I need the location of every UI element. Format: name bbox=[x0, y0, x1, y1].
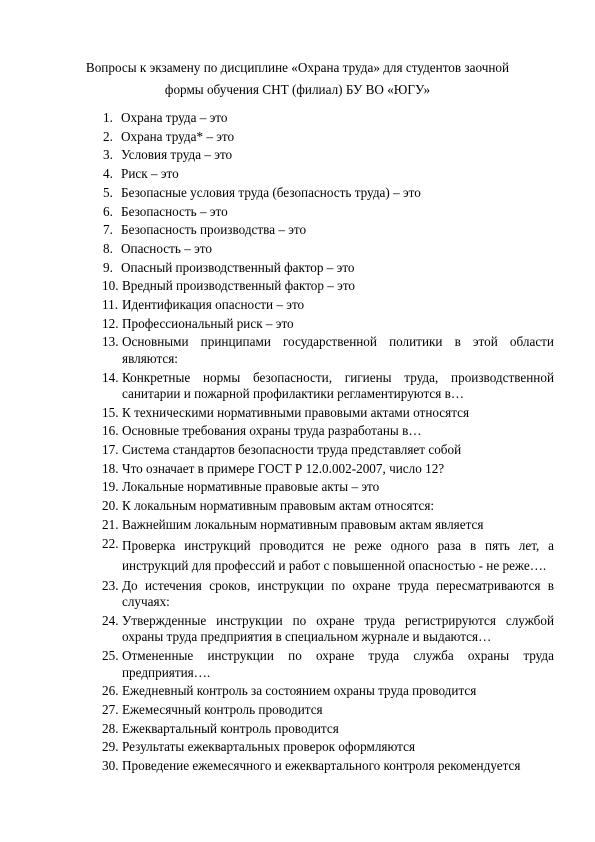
question-text: Конкретные нормы безопасности, гигиены труда, производственной санитарии и пожарной профилактики регламентируются в… bbox=[122, 369, 554, 401]
question-text: Вредный производственный фактор – это bbox=[122, 278, 356, 294]
question-number: 1. bbox=[103, 110, 113, 125]
question-text: Охрана труда – это bbox=[121, 110, 228, 125]
question-text: Охрана труда* – это bbox=[121, 128, 235, 144]
question-item bbox=[0, 260, 595, 276]
question-number: 13. bbox=[102, 334, 119, 350]
question-item bbox=[0, 498, 595, 514]
question-list bbox=[0, 110, 595, 777]
document-title bbox=[60, 57, 535, 101]
question-number: 19. bbox=[102, 479, 119, 495]
question-number: 11. bbox=[102, 297, 118, 313]
question-text: Система стандартов безопасности труда представляет собой bbox=[122, 442, 462, 458]
question-text: Безопасность производства – это bbox=[121, 222, 307, 238]
question-text: Опасность – это bbox=[121, 240, 212, 256]
question-text: Условия труда – это bbox=[121, 147, 233, 163]
question-text: Риск – это bbox=[121, 166, 179, 182]
question-item bbox=[0, 222, 595, 238]
title-line-2: формы обучения СНТ (филиал) БУ ВО «ЮГУ» bbox=[164, 82, 431, 97]
question-text: Ежедневный контроль за состоянием охраны труда проводится bbox=[122, 683, 477, 699]
question-item bbox=[0, 758, 595, 774]
question-text: Профессиональный риск – это bbox=[122, 315, 294, 331]
question-text: Проверка инструкций проводится не реже одного раза в пять лет, а инструкций для профессий и работ с повышенной опасностью - не реже…. bbox=[122, 537, 554, 573]
question-text: Отмененные инструкции по охране труда служба охраны труда предприятия…. bbox=[122, 648, 554, 680]
question-text: Ежеквартальный контроль проводится bbox=[122, 720, 339, 736]
title-line-1: Вопросы к экзамену по дисциплине «Охрана труда» для студентов заочной bbox=[85, 60, 510, 75]
question-item bbox=[0, 334, 595, 367]
question-item bbox=[0, 461, 595, 477]
question-number: 7. bbox=[103, 222, 113, 238]
question-item bbox=[0, 702, 595, 718]
question-item bbox=[0, 739, 595, 755]
question-item bbox=[0, 683, 595, 699]
question-number: 9. bbox=[103, 259, 113, 275]
question-number: 25. bbox=[102, 648, 119, 664]
question-item bbox=[0, 578, 595, 611]
question-number: 6. bbox=[103, 203, 113, 219]
question-text: Безопасность – это bbox=[121, 203, 228, 219]
question-item bbox=[0, 316, 595, 332]
question-text: Что означает в примере ГОСТ Р 12.0.002-2007, число 12? bbox=[122, 460, 445, 476]
question-number: 26. bbox=[102, 683, 119, 699]
question-number: 23. bbox=[102, 577, 119, 593]
question-number: 3. bbox=[103, 147, 113, 163]
question-text: Основными принципами государственной политики в этой области являются: bbox=[122, 334, 554, 366]
question-text: К локальным нормативным правовым актам относятся: bbox=[122, 498, 435, 514]
question-item bbox=[0, 129, 595, 145]
question-text: Проведение ежемесячного и ежеквартального контроля рекомендуется bbox=[122, 758, 521, 774]
question-number: 28. bbox=[102, 720, 119, 736]
question-text: До истечения сроков, инструкции по охране труда пересматриваются в случаях: bbox=[122, 577, 554, 610]
question-text: Основные требования охраны труда разработаны в… bbox=[122, 423, 422, 439]
question-item bbox=[0, 423, 595, 439]
question-number: 15. bbox=[102, 404, 119, 420]
question-number: 24. bbox=[102, 612, 119, 628]
question-number: 22. bbox=[102, 535, 119, 551]
question-number: 4. bbox=[103, 166, 113, 182]
question-number: 17. bbox=[102, 442, 119, 458]
question-number: 12. bbox=[102, 315, 119, 331]
question-text: Идентификация опасности – это bbox=[122, 297, 305, 313]
question-item bbox=[0, 204, 595, 220]
question-number: 2. bbox=[103, 128, 113, 144]
question-item bbox=[0, 297, 595, 313]
question-number: 10. bbox=[102, 278, 119, 294]
question-item bbox=[0, 536, 595, 576]
question-item bbox=[0, 370, 595, 403]
question-item bbox=[0, 147, 595, 163]
question-number: 20. bbox=[102, 498, 119, 514]
question-number: 14. bbox=[102, 369, 119, 385]
question-item bbox=[0, 166, 595, 182]
question-item bbox=[0, 648, 595, 681]
question-item bbox=[0, 721, 595, 737]
question-text: Важнейшим локальным нормативным правовым актам является bbox=[122, 516, 484, 532]
question-item bbox=[0, 185, 595, 201]
question-text: Локальные нормативные правовые акты – это bbox=[122, 479, 380, 495]
question-item bbox=[0, 405, 595, 421]
question-item bbox=[0, 442, 595, 458]
question-number: 27. bbox=[102, 701, 119, 717]
question-item bbox=[0, 517, 595, 533]
question-number: 30. bbox=[102, 758, 119, 774]
question-text: Ежемесячный контроль проводится bbox=[122, 701, 323, 717]
question-number: 18. bbox=[102, 460, 119, 476]
question-item bbox=[0, 613, 595, 646]
question-number: 8. bbox=[103, 240, 113, 256]
question-number: 5. bbox=[103, 184, 113, 200]
question-item bbox=[0, 479, 595, 495]
question-text: Безопасные условия труда (безопасность труда) – это bbox=[121, 184, 421, 200]
question-text: К техническими нормативными правовыми актами относятся bbox=[122, 404, 470, 420]
question-number: 16. bbox=[102, 423, 119, 439]
question-number: 29. bbox=[102, 739, 119, 755]
question-text: Опасный производственный фактор – это bbox=[121, 259, 355, 275]
question-item bbox=[0, 241, 595, 257]
question-item bbox=[0, 110, 595, 126]
question-item bbox=[0, 278, 595, 294]
question-text: Результаты ежеквартальных проверок оформляются bbox=[122, 739, 416, 755]
question-text: Утвержденные инструкции по охране труда регистрируются службой охраны труда предприятия в специальном журнале и выдаются… bbox=[122, 612, 554, 645]
question-number: 21. bbox=[102, 516, 119, 532]
